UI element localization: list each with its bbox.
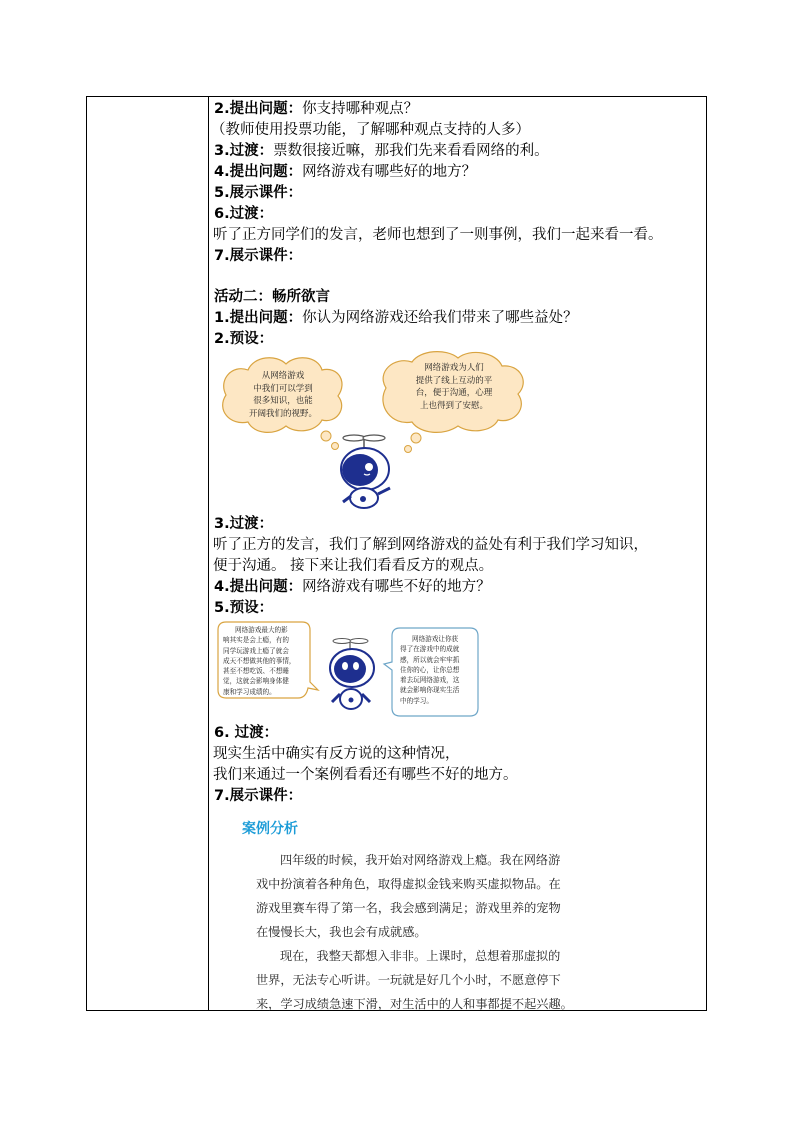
line-show-a7: 7.展示课件： — [214, 788, 303, 804]
robot-icon-small — [330, 639, 374, 710]
case-line-5: 现在，我整天都想入非非。上课时，总想着那虚拟的 — [280, 949, 561, 963]
column-divider — [208, 97, 209, 1010]
line-vote-note: （教师使用投票功能，了解哪种观点支持的人多） — [211, 122, 530, 138]
robot-icon — [341, 435, 390, 508]
case-line-1: 四年级的时候，我开始对网络游戏上瘾。我在网络游 — [280, 853, 561, 867]
case-line-4: 在慢慢长大，我也会有成就感。 — [256, 925, 427, 939]
line-preset-a5: 5.预设： — [214, 600, 274, 616]
line-example: 听了正方同学们的发言，老师也想到了一则事例，我们一起来看一看。 — [213, 227, 663, 243]
line-question-1: 2.提出问题：你支持哪种观点？ — [214, 101, 419, 117]
line-question-a4: 4.提出问题：网络游戏有哪些不好的地方？ — [214, 579, 491, 595]
bubble-right-text: 网络游戏为人们 提供了线上互动的平 台，便于沟通，心理 上也得到了安慰。 — [415, 363, 493, 411]
line-preset-a2: 2.预设： — [214, 331, 274, 347]
line-question-a1: 1.提出问题：你认为网络游戏还给我们带来了哪些益处？ — [214, 310, 578, 326]
illustration-positive — [214, 350, 534, 510]
box-right-text: 网络游戏让你获 得了在游戏中的成就 感，所以就会牢牢抓 住你的心，让你总想 着去玩网络游戏，这 就会影响你现实生活 中的学习。 — [400, 635, 460, 705]
line-reality: 现实生活中确实有反方说的这种情况， — [213, 746, 460, 762]
line-show-7: 7.展示课件： — [214, 248, 303, 264]
illustration-negative — [214, 620, 484, 722]
case-line-7: 来，学习成绩急速下滑，对生活中的人和事都提不起兴趣。 — [256, 997, 573, 1011]
box-left-text: 网络游戏最大的影 响其实是会上瘾，有的 同学玩游戏上瘾了就会 成天不想做其他的事情， 甚至不想吃饭、不想睡 觉，这就会影响身体健 康和学习成绩的。 — [223, 626, 296, 696]
case-line-2: 戏中扮演着各种角色，取得虚拟金钱来购买虚拟物品。在 — [256, 877, 561, 891]
line-summary-2: 便于沟通。 接下来让我们看看反方的观点。 — [213, 558, 494, 574]
line-show-5: 5.展示课件： — [214, 185, 303, 201]
case-line-6: 世界，无法专心听讲。一玩就是好几个小时，不愿意停下 — [256, 973, 561, 987]
line-transition-6: 6.过渡： — [214, 206, 274, 222]
line-transition-a6: 6. 过渡： — [214, 725, 279, 741]
case-line-3: 游戏里赛车得了第一名，我会感到满足；游戏里养的宠物 — [256, 901, 561, 915]
bubble-left-text: 从网络游戏 中我们可以学到 很多知识，也能 开阔我们的视野。 — [248, 371, 317, 419]
line-case-intro: 我们来通过一个案例看看还有哪些不好的地方。 — [213, 767, 518, 783]
line-question-4: 4.提出问题：网络游戏有哪些好的地方？ — [214, 164, 477, 180]
lesson-table — [86, 96, 707, 1011]
line-summary-1: 听了正方的发言，我们了解到网络游戏的益处有利于我们学习知识， — [213, 537, 648, 553]
case-analysis-title: 案例分析 — [242, 821, 298, 837]
activity-two-heading: 活动二：畅所欲言 — [214, 289, 330, 305]
line-transition-3: 3.过渡：票数很接近嘛，那我们先来看看网络的利。 — [214, 143, 549, 159]
line-transition-a3: 3.过渡： — [214, 516, 274, 532]
